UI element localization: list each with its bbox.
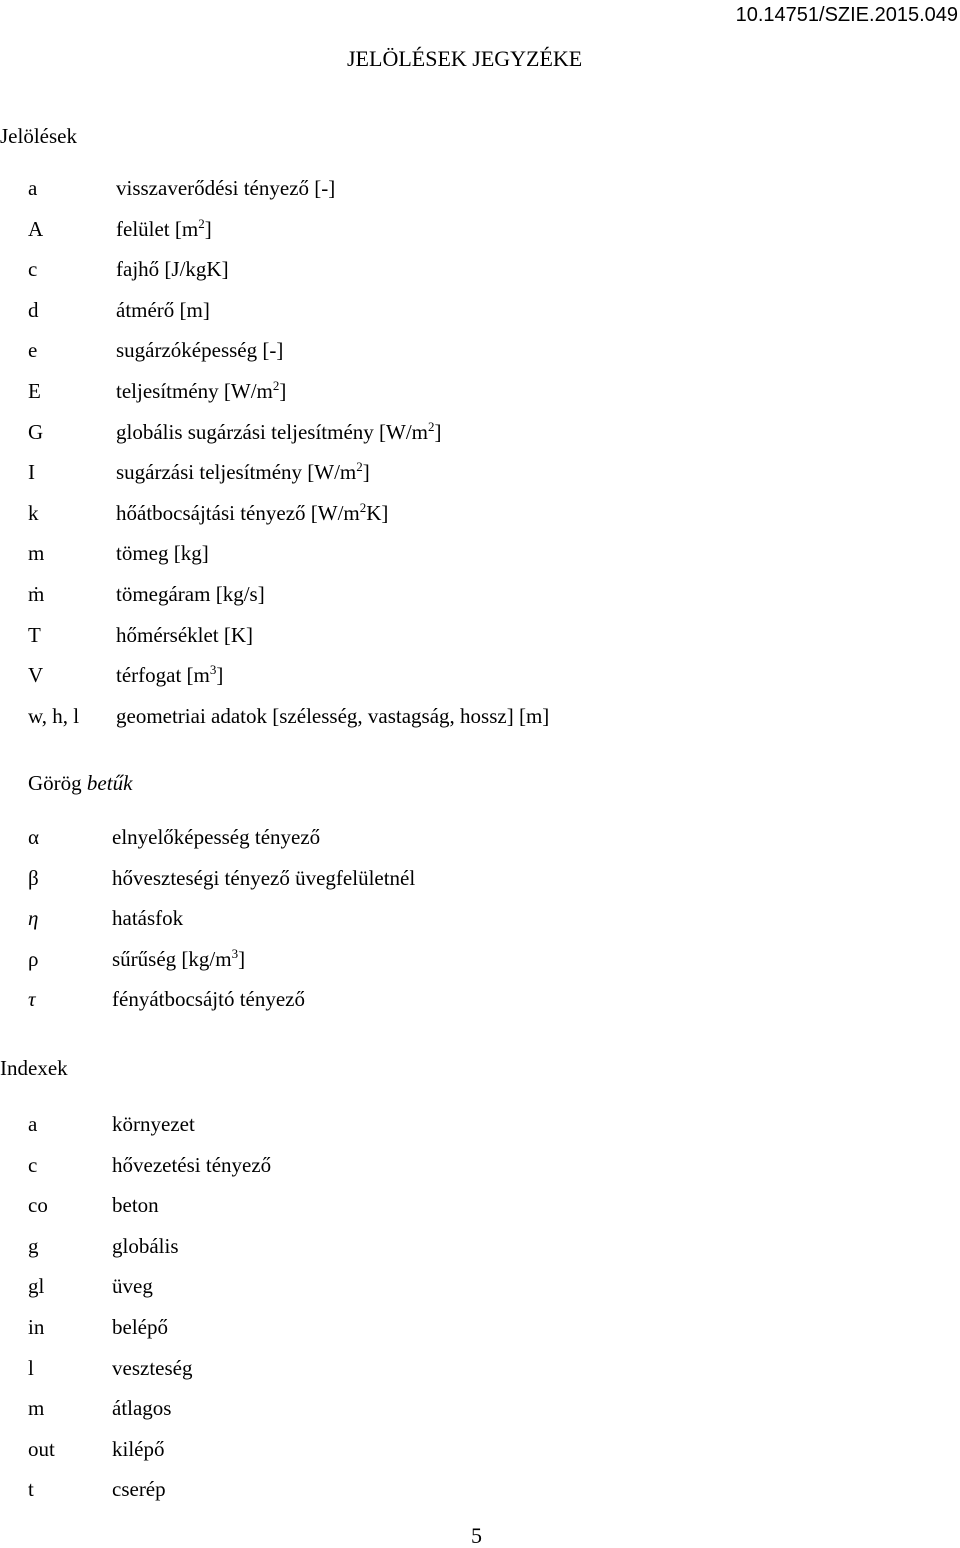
symbol-description xyxy=(112,1436,165,1461)
description-text: beton xyxy=(112,1193,159,1218)
greek-heading-italic: betűk xyxy=(86,771,133,795)
symbol: g xyxy=(28,1233,39,1258)
unit-exponent: 2 xyxy=(272,378,280,393)
symbol: e xyxy=(28,338,38,363)
symbol-description xyxy=(112,1317,168,1338)
symbol-description xyxy=(112,908,183,929)
description-text: visszaverődési tényező [-] xyxy=(116,176,336,200)
description-tail: ] xyxy=(204,216,212,241)
symbol: A xyxy=(28,216,44,241)
unit-exponent: 2 xyxy=(359,499,367,515)
description-text: felület [m xyxy=(116,216,199,241)
symbol-description xyxy=(116,584,265,605)
description-text: globális xyxy=(112,1233,179,1258)
unit-exponent: 2 xyxy=(428,418,435,434)
symbol: a xyxy=(28,1112,38,1136)
symbol: t xyxy=(28,1477,34,1502)
symbol-description xyxy=(116,662,224,688)
symbol-description xyxy=(116,215,212,241)
symbol-description xyxy=(116,459,370,485)
symbol: E xyxy=(28,379,41,403)
description-text: kilépő xyxy=(112,1436,165,1461)
symbol-description xyxy=(116,622,254,647)
symbol-description xyxy=(112,1152,272,1177)
symbol: m xyxy=(28,541,45,566)
description-text: sugárzóképesség [-] xyxy=(116,338,284,363)
symbol: η xyxy=(28,906,39,931)
symbol: c xyxy=(28,257,38,282)
description-text: térfogat [m xyxy=(116,663,210,688)
description-text: átmérő [m] xyxy=(116,297,210,322)
symbol-description xyxy=(116,340,283,361)
description-text: tömeg [kg] xyxy=(116,541,209,566)
symbol: co xyxy=(28,1193,48,1218)
description-text: belépő xyxy=(112,1315,168,1339)
symbol-description xyxy=(112,1276,153,1297)
symbol-description xyxy=(112,1479,166,1500)
description-text: hőveszteségi tényező üvegfelületnél xyxy=(112,865,416,890)
symbol: V xyxy=(28,663,44,688)
greek-heading-plain: Görög xyxy=(28,771,87,795)
indices-heading: Indexek xyxy=(0,1056,68,1080)
unit-exponent: 2 xyxy=(198,215,205,231)
symbol-description xyxy=(112,827,320,848)
symbol-description xyxy=(112,1195,159,1216)
symbol-description xyxy=(116,297,210,322)
description-tail: ] xyxy=(216,663,224,688)
description-text: tömegáram [kg/s] xyxy=(116,582,265,606)
symbol: I xyxy=(28,460,35,485)
description-text: hővezetési tényező xyxy=(112,1152,272,1177)
description-tail: ] xyxy=(362,460,370,485)
symbols-heading: Jelölések xyxy=(0,124,77,148)
symbol-description xyxy=(112,1355,193,1380)
symbol: w, h, l xyxy=(28,703,80,728)
description-text: sűrűség [kg/m xyxy=(112,946,232,971)
symbol-description xyxy=(112,1398,171,1419)
unit-exponent: 3 xyxy=(209,662,217,678)
symbol: m xyxy=(28,1396,45,1421)
symbol: in xyxy=(28,1315,45,1339)
greek-heading xyxy=(28,773,132,794)
symbol-description xyxy=(116,543,209,564)
symbol-description xyxy=(116,178,335,199)
description-tail: ] xyxy=(279,379,287,403)
symbol: α xyxy=(28,825,40,849)
description-text: fényátbocsájtó tényező xyxy=(112,987,305,1012)
symbol-description xyxy=(116,378,287,403)
description-tail: ] xyxy=(434,419,442,444)
description-text: üveg xyxy=(112,1274,153,1299)
symbol: out xyxy=(28,1436,55,1461)
symbol: ρ xyxy=(28,946,39,971)
description-text: környezet xyxy=(112,1112,195,1136)
description-text: veszteség xyxy=(112,1355,193,1380)
description-text: elnyelőképesség tényező xyxy=(112,825,321,849)
symbol: gl xyxy=(28,1274,45,1299)
symbol-description xyxy=(116,259,229,280)
description-text: geometriai adatok [szélesség, vastagság, hossz] [m] xyxy=(116,703,550,728)
symbol: T xyxy=(28,622,41,647)
symbol-description xyxy=(112,989,305,1010)
symbol-description xyxy=(116,499,389,525)
doi-label: 10.14751/SZIE.2015.049 xyxy=(735,4,958,26)
symbol: d xyxy=(28,297,39,322)
description-tail: K] xyxy=(366,500,389,525)
page-number: 5 xyxy=(471,1523,482,1548)
description-text: hőátbocsájtási tényező [W/m xyxy=(116,500,360,525)
symbol: G xyxy=(28,419,44,444)
symbol: τ xyxy=(28,987,36,1012)
description-text: hatásfok xyxy=(112,906,184,931)
description-text: globális sugárzási teljesítmény [W/m xyxy=(116,419,429,444)
symbol: c xyxy=(28,1152,38,1177)
symbol-description xyxy=(112,945,246,971)
symbol: ṁ xyxy=(28,582,45,606)
symbol-description xyxy=(116,703,550,728)
symbol-description xyxy=(112,1114,195,1135)
description-tail: ] xyxy=(238,946,246,971)
symbol: l xyxy=(28,1355,34,1380)
symbol: k xyxy=(28,500,39,525)
unit-exponent: 3 xyxy=(231,945,239,961)
symbol: a xyxy=(28,176,38,200)
unit-exponent: 2 xyxy=(356,459,363,475)
page-title: JELÖLÉSEK JEGYZÉKE xyxy=(347,46,583,71)
description-text: fajhő [J/kgK] xyxy=(116,257,229,282)
symbol: β xyxy=(28,865,39,890)
symbol-description xyxy=(116,418,442,444)
description-text: sugárzási teljesítmény [W/m xyxy=(116,460,357,485)
symbol-description xyxy=(112,865,416,890)
symbol-description xyxy=(112,1233,179,1258)
description-text: teljesítmény [W/m xyxy=(116,379,273,403)
description-text: cserép xyxy=(112,1477,166,1502)
description-text: átlagos xyxy=(112,1396,172,1421)
description-text: hőmérséklet [K] xyxy=(116,622,254,647)
